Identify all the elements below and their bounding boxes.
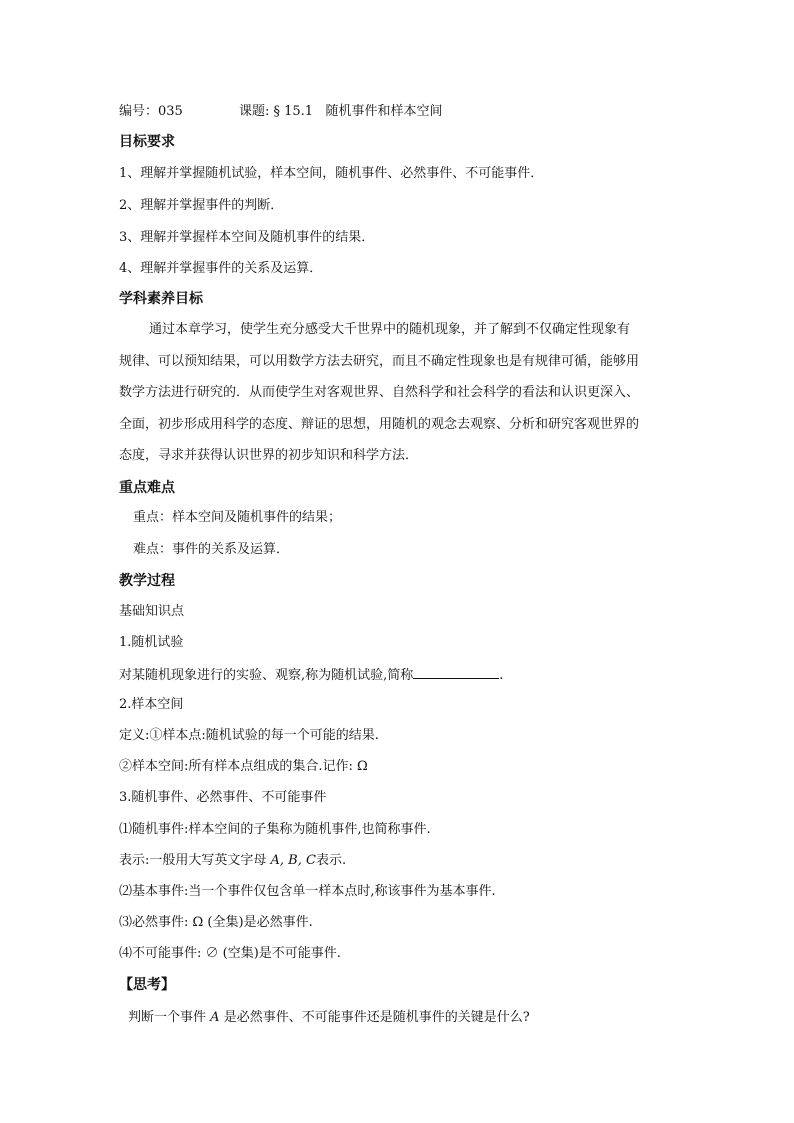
focus-point: 重点：样本空间及随机事件的结果； xyxy=(133,510,342,525)
key-points-heading: 重点难点 xyxy=(119,480,175,496)
random-trial-text: 对某随机现象进行的实验、观察,称为随机试验,简称 xyxy=(119,668,414,683)
basic-event-definition: ⑵基本事件:当一个事件仅包含单一样本点时,称该事件为基本事件. xyxy=(119,884,496,899)
event-notation-prefix: 表示:一般用大写英文字母 xyxy=(119,853,267,868)
literacy-line: 态度，寻求并获得认识世界的初步知识和科学方法． xyxy=(119,448,419,463)
impossible-event-definition: ⑷不可能事件: ∅ (空集)是不可能事件. xyxy=(119,946,341,961)
lesson-number: 编号：035 xyxy=(119,104,183,119)
literacy-line: 通过本章学习，使学生充分感受大千世界中的随机现象，并了解到不仅确定性现象有 xyxy=(149,322,631,337)
event-notation-suffix: 表示. xyxy=(315,853,347,868)
lesson-topic-title: 随机事件和样本空间 xyxy=(325,104,443,119)
literacy-heading: 学科素养目标 xyxy=(119,291,203,307)
certain-event-definition: ⑶必然事件: Ω (全集)是必然事件. xyxy=(119,915,313,930)
difficulty-point: 难点：事件的关系及运算． xyxy=(133,542,290,557)
think-question-suffix: 是必然事件、不可能事件还是随机事件的关键是什么? xyxy=(223,1010,530,1025)
section-events-title: 3.随机事件、必然事件、不可能事件 xyxy=(119,790,327,805)
section-sample-space-title: 2.样本空间 xyxy=(119,697,184,712)
event-notation-letters: A, B, C xyxy=(270,853,316,868)
objective-item: 4、理解并掌握事件的关系及运算． xyxy=(119,261,323,276)
think-question-letter: A xyxy=(210,1010,220,1025)
objective-item: 2、理解并掌握事件的判断． xyxy=(119,198,284,213)
literacy-line: 全面，初步形成用科学的态度、辩证的思想，用随机的观念去观察、分析和研究客观世界的 xyxy=(119,416,640,432)
sample-point-definition: 定义:①样本点:随机试验的每一个可能的结果. xyxy=(119,728,379,743)
random-trial-end: . xyxy=(499,668,504,683)
think-heading: 【思考】 xyxy=(119,977,175,993)
random-event-definition: ⑴随机事件:样本空间的子集称为随机事件,也简称事件. xyxy=(119,822,431,837)
section-random-trial-title: 1.随机试验 xyxy=(119,635,184,650)
literacy-line: 规律、可以预知结果，可以用数学方法去研究，而且不确定性现象也是有规律可循，能够用 xyxy=(119,353,640,369)
random-trial-definition xyxy=(119,666,503,684)
think-question xyxy=(128,1010,530,1026)
objective-item: 1、理解并掌握随机试验，样本空间，随机事件、必然事件、不可能事件． xyxy=(119,166,544,181)
lesson-topic-label: 课题: § 15.1 xyxy=(238,104,314,119)
objectives-heading: 目标要求 xyxy=(119,134,175,150)
sample-space-definition: ②样本空间:所有样本点组成的集合.记作: Ω xyxy=(119,759,368,774)
header-line xyxy=(119,104,442,120)
fill-in-blank[interactable] xyxy=(413,666,499,679)
think-question-prefix: 判断一个事件 xyxy=(128,1010,207,1025)
process-heading: 教学过程 xyxy=(119,573,175,589)
basics-heading: 基础知识点 xyxy=(119,604,185,619)
literacy-line: 数学方法进行研究的．从而使学生对客观世界、自然科学和社会科学的看法和认识更深入、 xyxy=(119,385,640,400)
literacy-paragraph xyxy=(119,314,679,472)
event-notation xyxy=(119,853,346,869)
objective-item: 3、理解并掌握样本空间及随机事件的结果． xyxy=(119,230,375,245)
